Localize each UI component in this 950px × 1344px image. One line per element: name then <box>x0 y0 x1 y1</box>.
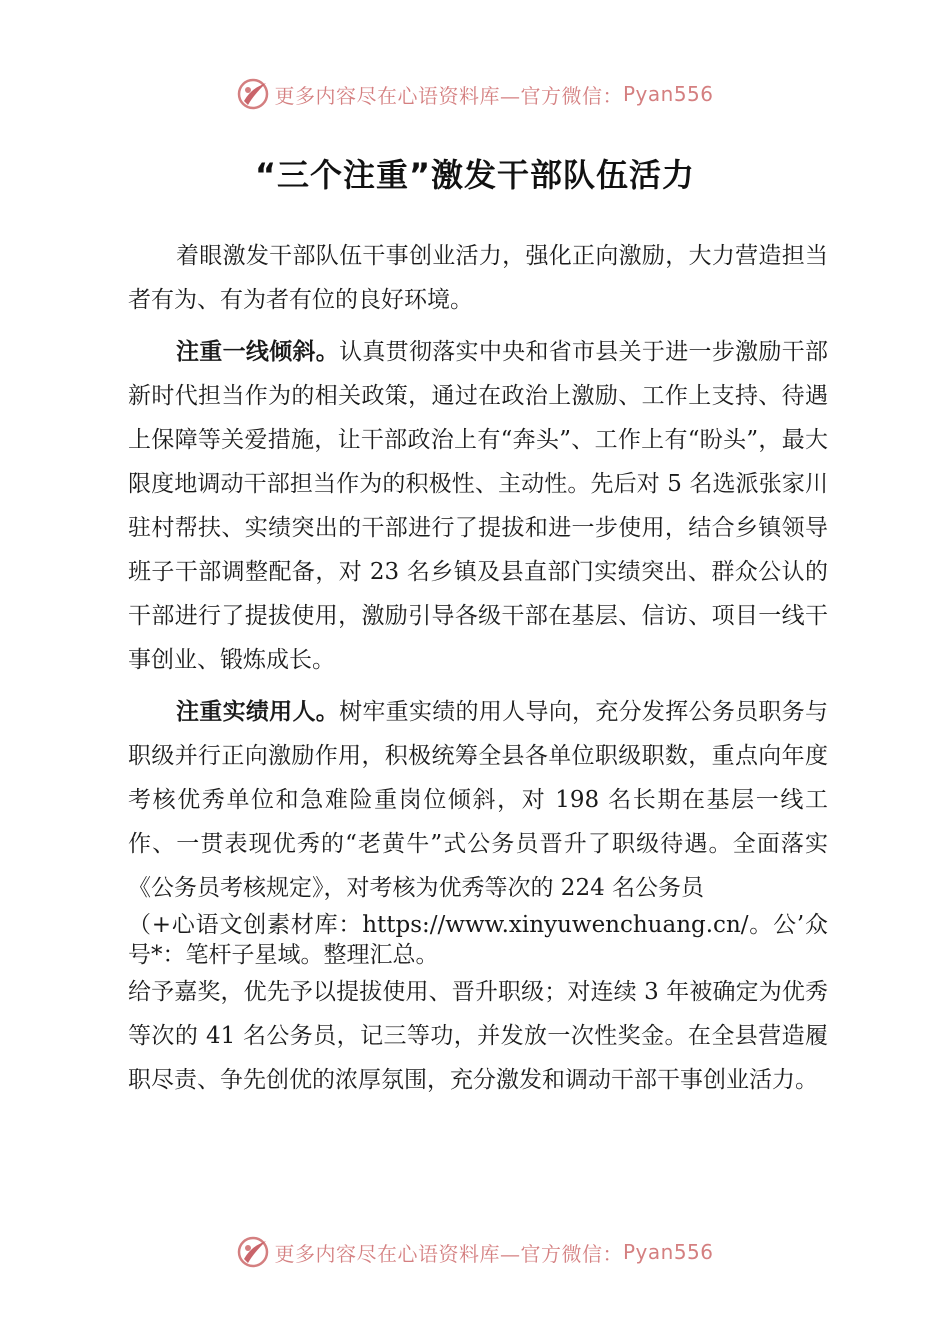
watermark-wechat-id: Pyan556 <box>622 82 714 106</box>
intro-paragraph: 着眼激发干部队伍干事创业活力，强化正向激励，大力营造担当者有为、有为者有位的良好环境。 <box>128 243 828 313</box>
watermark-text: 更多内容尽在心语资料库—官方微信： <box>274 1241 623 1266</box>
brand-logo-icon <box>236 1235 270 1269</box>
section-body: 认真贯彻落实中央和省市县关于进一步激励干部新时代担当作为的相关政策，通过在政治上激励、工作上支持、待遇上保障等关爱措施，让干部政治上有“奔头”、工作上有“盼头”，最大限度地调动干部担当作为的积极性、主动性。先后对 5 名选派张家川驻村帮扶、实绩突出的干部进行了提拔和进一步使用，结合乡镇领导班子干部调整配备，对 23 名乡镇及县直部门实绩突出、群众公认的干部进行了提拔使用，激励引导各级干部在基层、信访、项目一线干事创业、锻炼成长。 <box>128 339 829 673</box>
document-title: “三个注重”激发干部队伍活力 <box>254 156 696 194</box>
document-body <box>128 234 828 1102</box>
watermark-header <box>0 74 950 114</box>
inserted-source-note: （+心语文创素材库：https://www.xinyuwenchuang.cn/。公’众号*：笔杆子星域。整理汇总。 <box>128 912 828 968</box>
section-paragraph <box>128 690 828 1102</box>
section-heading: 注重实绩用人。 <box>176 699 340 725</box>
section-body-continued: 给予嘉奖，优先予以提拔使用、晋升职级；对连续 3 年被确定为优秀等次的 41 名公务员，记三等功，并发放一次性奖金。在全县营造履职尽责、争先创优的浓厚氛围，充分激发和调动干部干事创业活力。 <box>128 979 828 1093</box>
watermark-text: 更多内容尽在心语资料库—官方微信： <box>274 83 623 108</box>
section-heading: 注重一线倾斜。 <box>176 339 340 365</box>
watermark-wechat-id: Pyan556 <box>622 1240 714 1264</box>
brand-logo-icon <box>236 77 270 111</box>
section-body: 树牢重实绩的用人导向，充分发挥公务员职务与职级并行正向激励作用，积极统筹全县各单位职级职数，重点向年度考核优秀单位和急难险重岗位倾斜，对 198 名长期在基层一线工作、一贯表现优秀的“老黄牛”式公务员晋升了职级待遇。全面落实《公务员考核规定》，对考核为优秀等次的 224 名公务员 <box>128 699 829 901</box>
watermark-footer <box>0 1232 950 1272</box>
section-paragraph <box>128 330 828 682</box>
